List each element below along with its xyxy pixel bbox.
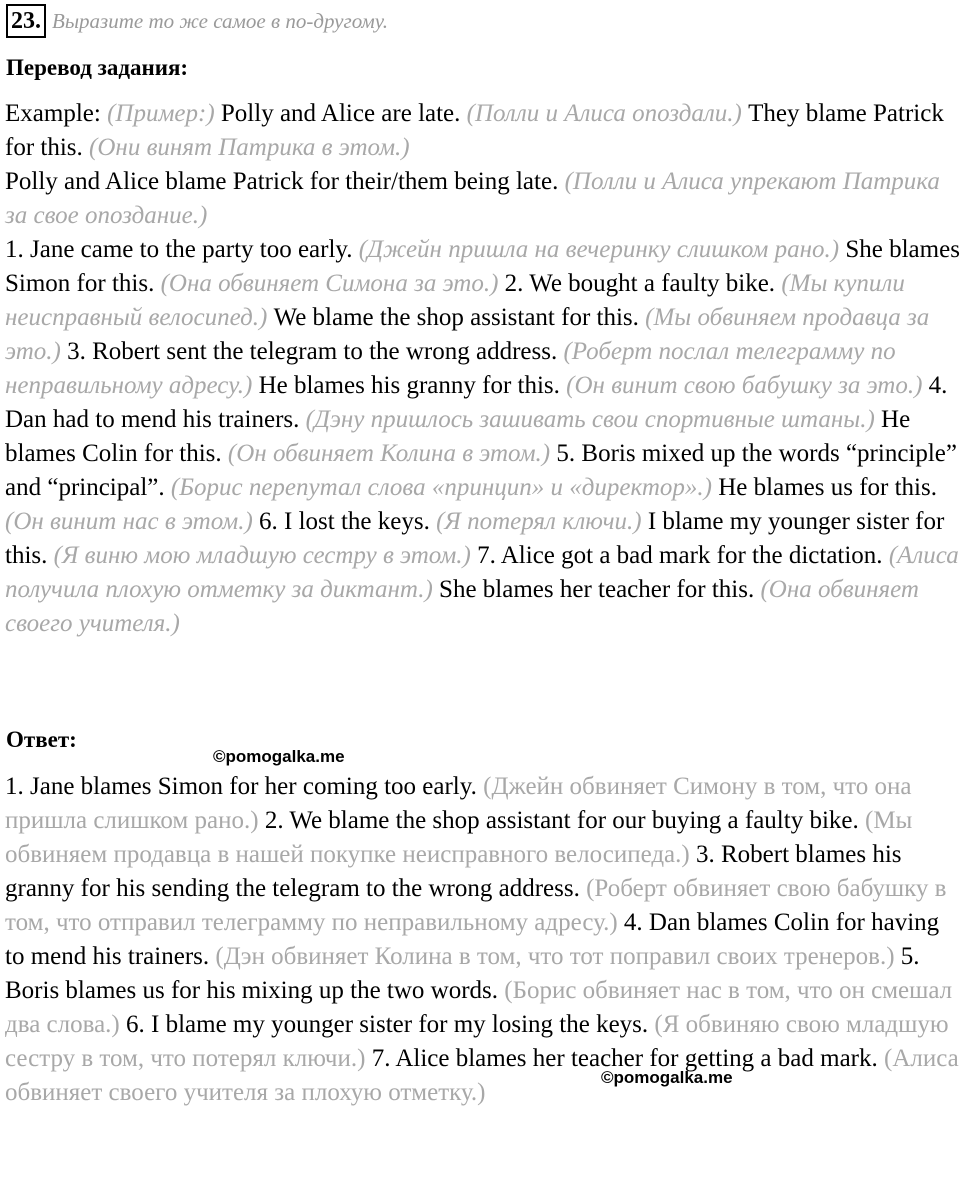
russian-translation: (Джейн пришла на вечеринку слишком рано.): [358, 236, 846, 263]
english-sentence: 2. We blame the shop assistant for our buying a faulty bike.: [264, 807, 865, 834]
russian-translation: (Роберт послал телеграмму по неправильному адресу.): [5, 338, 896, 399]
russian-translation: (Джейн обвиняет Симону в том, что она пришла слишком рано.): [5, 773, 912, 834]
task-text: [5, 97, 960, 641]
russian-translation: (Она обвиняет Симона за это.): [160, 270, 505, 297]
russian-translation: (Мы купили неисправный велосипед.): [5, 270, 905, 331]
russian-translation: (Она обвиняет своего учителя.): [5, 576, 919, 637]
answer-heading: Ответ:: [6, 727, 77, 752]
english-sentence: 4. Dan blames Colin for having to mend his trainers.: [5, 909, 940, 970]
task-header: [6, 4, 388, 38]
russian-translation: (Они винят Патрика в этом.): [89, 134, 410, 161]
russian-translation: (Он винит свою бабушку за это.): [566, 372, 929, 399]
english-sentence: Polly and Alice blame Patrick for their/them being late.: [5, 168, 565, 195]
english-sentence: Example:: [5, 100, 108, 127]
english-sentence: I blame my younger sister for this.: [5, 508, 945, 569]
english-sentence: 5. Boris mixed up the words “principle” and “principal”.: [5, 440, 958, 501]
english-sentence: 7. Alice got a bad mark for the dictation.: [477, 542, 889, 569]
russian-translation: (Алиса получила плохую отметку за диктант.): [5, 542, 959, 603]
russian-translation: (Борис перепутал слова «принцип» и «директор».): [170, 474, 719, 501]
english-sentence: He blames us for this.: [718, 474, 937, 501]
translation-heading: Перевод задания:: [6, 55, 189, 80]
english-sentence: Polly and Alice are late.: [220, 100, 467, 127]
russian-translation: (Он винит нас в этом.): [5, 508, 260, 535]
english-sentence: He blames Colin for this.: [5, 406, 911, 467]
english-sentence: They blame Patrick for this.: [5, 100, 944, 161]
english-sentence: 6. I blame my younger sister for my losing the keys.: [126, 1011, 655, 1038]
russian-translation: (Полли и Алиса упрекают Патрика за свое опоздание.): [5, 168, 940, 229]
english-sentence: He blames his granny for this.: [258, 372, 567, 399]
watermark-bottom: ©pomogalka.me: [601, 1068, 733, 1087]
english-sentence: 1. Jane blames Simon for her coming too early.: [5, 773, 484, 800]
english-sentence: 3. Robert sent the telegram to the wrong address.: [67, 338, 564, 365]
english-sentence: 4. Dan had to mend his trainers.: [5, 372, 948, 433]
russian-translation: (Полли и Алиса опоздали.): [466, 100, 749, 127]
russian-translation: (Дэну пришлось зашивать свои спортивные штаны.): [305, 406, 882, 433]
russian-translation: (Пример:): [107, 100, 221, 127]
russian-translation: (Алиса обвиняет своего учителя за плохую отметку.): [5, 1045, 959, 1106]
english-sentence: 2. We bought a faulty bike.: [504, 270, 782, 297]
answer-text: [5, 770, 960, 1110]
english-sentence: She blames her teacher for this.: [439, 576, 761, 603]
watermark-top: ©pomogalka.me: [213, 747, 345, 766]
russian-translation: (Я потерял ключи.): [436, 508, 648, 535]
russian-translation: (Мы обвиняем продавца в нашей покупке неисправного велосипеда.): [5, 807, 913, 868]
russian-translation: (Дэн обвиняет Колина в том, что тот поправил своих тренеров.): [215, 943, 901, 970]
english-sentence: 6. I lost the keys.: [259, 508, 437, 535]
english-sentence: 1. Jane came to the party too early.: [5, 236, 359, 263]
english-sentence: 7. Alice blames her teacher for getting a bad mark.: [371, 1045, 884, 1072]
russian-translation: (Я обвиняю свою младшую сестру в том, что потерял ключи.): [5, 1011, 949, 1072]
russian-translation: (Мы обвиняем продавца за это.): [5, 304, 930, 365]
english-sentence: She blames Simon for this.: [5, 236, 960, 297]
russian-translation: (Я виню мою младшую сестру в этом.): [53, 542, 478, 569]
english-sentence: We blame the shop assistant for this.: [273, 304, 646, 331]
russian-translation: (Борис обвиняет нас в том, что он смешал два слова.): [5, 977, 953, 1038]
english-sentence: 3. Robert blames his granny for his sending the telegram to the wrong address.: [5, 841, 902, 902]
russian-translation: (Он обвиняет Колина в этом.): [227, 440, 557, 467]
task-instruction: Выразите то же самое в по-другому.: [52, 8, 389, 33]
task-number: 23.: [6, 4, 46, 38]
english-sentence: 5. Boris blames us for his mixing up the two words.: [5, 943, 920, 1004]
russian-translation: (Роберт обвиняет свою бабушку в том, что отправил телеграмму по неправильному адресу.): [5, 875, 947, 936]
